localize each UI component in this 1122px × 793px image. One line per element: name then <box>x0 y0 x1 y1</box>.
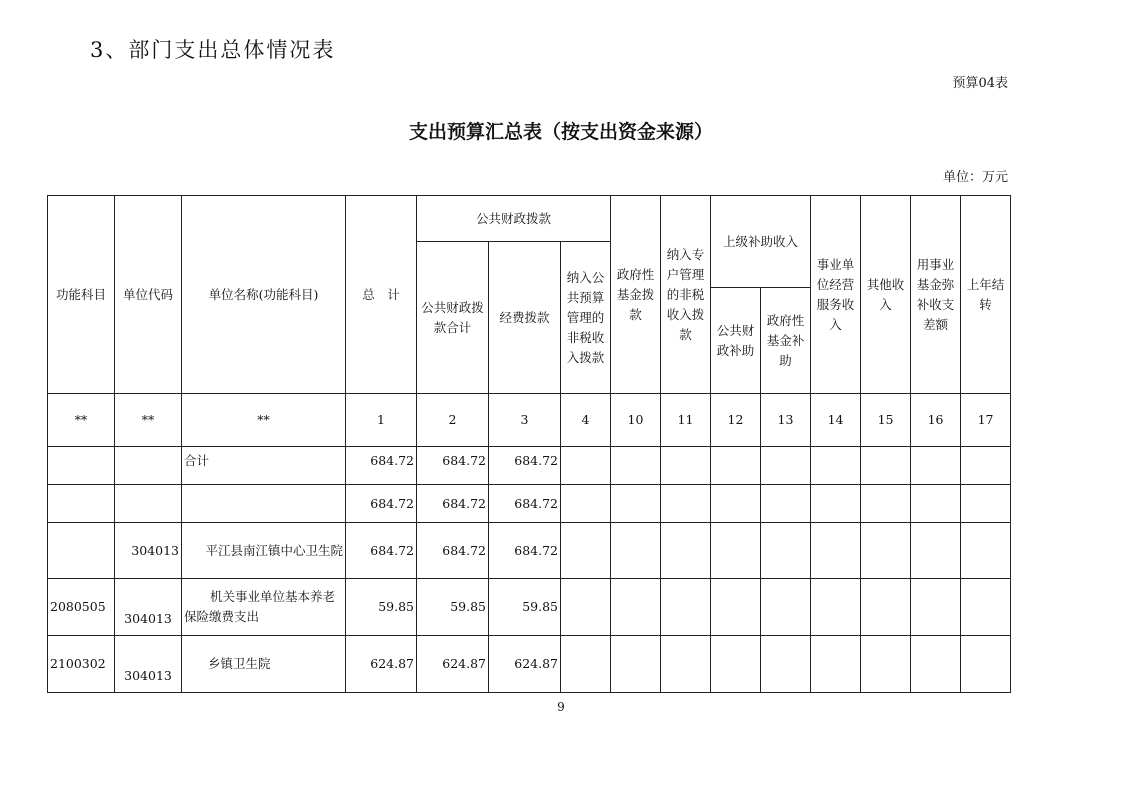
table-row <box>48 523 1011 579</box>
header-special-non-tax: 纳入专户管理的非税收入拨款 <box>661 196 711 394</box>
pf-total-cell: 684.72 <box>417 447 489 485</box>
budget-table <box>47 195 1011 693</box>
expense-cell: 684.72 <box>489 485 561 523</box>
index-cell: 4 <box>561 394 611 447</box>
index-cell: 11 <box>661 394 711 447</box>
header-public-finance-total: 公共财政拨款合计 <box>417 242 489 394</box>
total-cell: 684.72 <box>346 485 417 523</box>
total-cell: 684.72 <box>346 523 417 579</box>
func-code-cell: 2100302 <box>48 636 115 693</box>
index-cell: 16 <box>911 394 961 447</box>
header-carryover: 上年结转 <box>961 196 1011 394</box>
table-row <box>48 447 1011 485</box>
pf-total-cell: 59.85 <box>417 579 489 636</box>
unit-code-cell <box>115 485 182 523</box>
func-code-cell <box>48 523 115 579</box>
section-heading: 3、部门支出总体情况表 <box>90 38 336 62</box>
unit-code-cell: 304013 <box>115 523 182 579</box>
header-public-subsidy: 公共财政补助 <box>711 288 761 394</box>
index-cell: ** <box>182 394 346 447</box>
header-func-code: 功能科目 <box>48 196 115 394</box>
unit-name-cell: 合计 <box>182 447 346 485</box>
unit-code-cell: 304013 <box>115 636 182 693</box>
unit-code-cell <box>115 447 182 485</box>
index-cell: 12 <box>711 394 761 447</box>
func-code-cell: 2080505 <box>48 579 115 636</box>
table-row <box>48 579 1011 636</box>
unit-label: 单位：万元 <box>942 170 1008 185</box>
unit-name-cell: 机关事业单位基本养老保险缴费支出 <box>182 579 346 636</box>
form-number: 预算04表 <box>952 76 1008 91</box>
header-public-finance: 公共财政拨款 <box>417 196 611 242</box>
header-unit-name: 单位名称(功能科目) <box>182 196 346 394</box>
total-cell: 684.72 <box>346 447 417 485</box>
index-cell: ** <box>48 394 115 447</box>
expense-cell: 59.85 <box>489 579 561 636</box>
func-code-cell <box>48 485 115 523</box>
func-code-cell <box>48 447 115 485</box>
index-cell: 2 <box>417 394 489 447</box>
header-unit-code: 单位代码 <box>115 196 182 394</box>
pf-total-cell: 624.87 <box>417 636 489 693</box>
page-number: 9 <box>557 700 565 714</box>
header-total: 总 计 <box>346 196 417 394</box>
header-non-tax-alloc: 纳入公共预算管理的非税收入拨款 <box>561 242 611 394</box>
table-title: 支出预算汇总表（按支出资金来源） <box>408 121 713 143</box>
index-cell: ** <box>115 394 182 447</box>
index-cell: 3 <box>489 394 561 447</box>
expense-cell: 684.72 <box>489 447 561 485</box>
index-cell: 15 <box>861 394 911 447</box>
header-gov-fund: 政府性基金拨款 <box>611 196 661 394</box>
total-cell: 59.85 <box>346 579 417 636</box>
index-cell: 10 <box>611 394 661 447</box>
table-row <box>48 636 1011 693</box>
header-gov-fund-subsidy: 政府性基金补助 <box>761 288 811 394</box>
unit-name-cell: 乡镇卫生院 <box>182 636 346 693</box>
index-cell: 1 <box>346 394 417 447</box>
index-cell: 13 <box>761 394 811 447</box>
unit-code-cell: 304013 <box>115 579 182 636</box>
table-row <box>48 485 1011 523</box>
pf-total-cell: 684.72 <box>417 523 489 579</box>
header-higher-subsidy: 上级补助收入 <box>711 196 811 288</box>
header-fund-cover: 用事业基金弥补收支差额 <box>911 196 961 394</box>
header-other-income: 其他收入 <box>861 196 911 394</box>
expense-cell: 684.72 <box>489 523 561 579</box>
expense-cell: 624.87 <box>489 636 561 693</box>
index-cell: 14 <box>811 394 861 447</box>
total-cell: 624.87 <box>346 636 417 693</box>
unit-name-cell: 平江县南江镇中心卫生院 <box>182 523 346 579</box>
unit-name-cell <box>182 485 346 523</box>
index-cell: 17 <box>961 394 1011 447</box>
header-business-income: 事业单位经营服务收入 <box>811 196 861 394</box>
header-expense-alloc: 经费拨款 <box>489 242 561 394</box>
pf-total-cell: 684.72 <box>417 485 489 523</box>
